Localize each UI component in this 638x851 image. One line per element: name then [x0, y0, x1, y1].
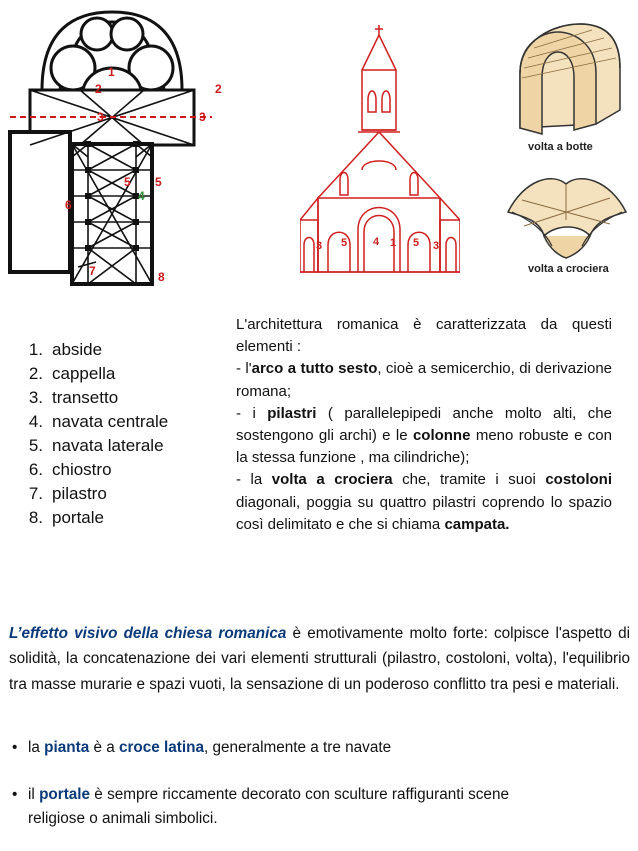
plan-legend-list: [14, 338, 219, 530]
plan-label-8: 8: [158, 270, 165, 284]
facade-label-3-right: 3: [433, 240, 440, 252]
description-arch: - l'arco a tutto sesto, cioè a semicerchio, di derivazione romana;: [236, 360, 613, 400]
plan-label-7: 7: [89, 264, 96, 278]
facade-label-3-left: 3: [316, 240, 323, 252]
plan-label-5-right: 5: [155, 175, 162, 189]
church-facade-drawing: [300, 20, 460, 278]
legend-item: 7. pilastro: [28, 484, 107, 503]
legend-item: 6. chiostro: [28, 460, 112, 479]
bullet-icon: •: [12, 739, 18, 756]
description-vault: - la volta a crociera che, tramite i suoi costoloni diagonali, poggia su quattro pilastri coprendo lo spazio così delimitato e che si chiama campata.: [236, 471, 612, 533]
plan-label-2-left: 2: [95, 82, 102, 96]
description-intro: L'architettura romanica è caratterizzata da questi elementi :: [236, 316, 612, 356]
legend-item: 3. transetto: [28, 388, 119, 407]
facade-label-5-right: 5: [413, 237, 420, 249]
description-pillars: - i pilastri ( parallelepipedi anche molto alti, che sostengono gli archi) e le colonne meno robuste e con la stessa funzione , ma cilindriche);: [236, 404, 612, 467]
plan-label-5-left: 5: [124, 175, 131, 189]
plan-label-3-right: 3: [199, 110, 206, 124]
legend-item: 8. portale: [28, 508, 104, 527]
bullet-plan: • la pianta è a croce latina, generalmente a tre navate: [12, 736, 632, 760]
legend-item: 1. abside: [28, 340, 103, 359]
plan-label-3-left: 3: [97, 110, 104, 124]
legend-item: 4. navata centrale: [28, 412, 169, 431]
legend-item: 2. cappella: [28, 364, 116, 383]
facade-label-5-left: 5: [341, 237, 348, 249]
plan-label-2-right: 2: [215, 82, 222, 96]
bullet-icon: •: [12, 786, 18, 803]
cross-vault-drawing: [500, 160, 634, 276]
barrel-vault-drawing: [508, 18, 628, 156]
bullet-portal: • il portale è sempre riccamente decorato con sculture raffiguranti scene religiose o animali simbolici.: [12, 783, 632, 831]
plan-label-1: 1: [108, 65, 115, 79]
paragraph-text: è emotivamente molto forte: colpisce l'aspetto di solidità, la concatenazione dei vari elementi strutturali (pilastro, costoloni, volta), l'equilibrio tra masse murarie e spazi vuoti, la sensazione di un poderoso conflitto tra pesi e materiali.: [9, 625, 631, 693]
facade-label-1: 1: [390, 237, 397, 249]
plan-label-4: 4: [138, 189, 145, 203]
plan-label-6: 6: [65, 198, 72, 212]
romanesque-elements-description: [236, 314, 612, 536]
vault-cross-label: volta a crociera: [528, 263, 609, 275]
vault-barrel-label: volta a botte: [528, 141, 593, 153]
visual-effect-paragraph: [9, 621, 630, 697]
legend-item: 5. navata laterale: [28, 436, 164, 455]
church-floor-plan: [0, 10, 222, 292]
facade-label-4: 4: [373, 236, 380, 248]
paragraph-lead: L’effetto visivo della chiesa romanica: [9, 625, 287, 642]
